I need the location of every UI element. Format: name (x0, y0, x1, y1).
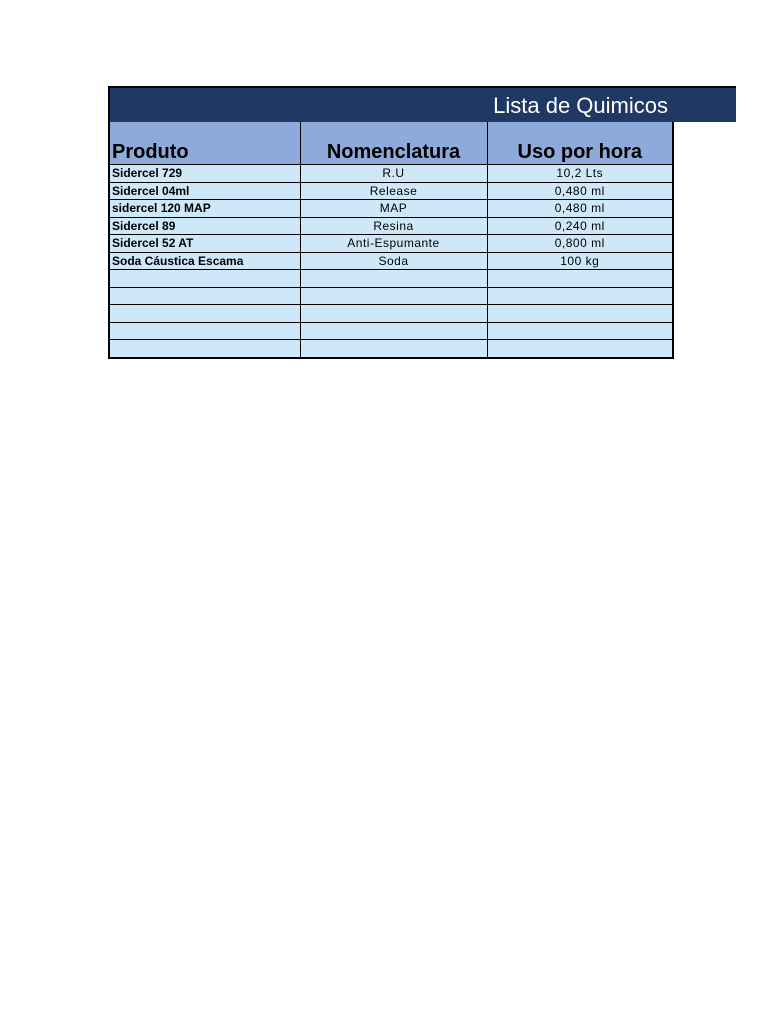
cell-uso-por-hora[interactable]: 0,240 ml (487, 217, 673, 235)
table-row (109, 235, 673, 253)
table-row (109, 322, 673, 340)
cell-nomenclatura[interactable] (300, 322, 487, 340)
cell-produto[interactable]: Sidercel 729 (109, 165, 300, 183)
header-row (109, 122, 673, 165)
cell-produto[interactable] (109, 305, 300, 323)
cell-uso-por-hora[interactable]: 10,2 Lts (487, 165, 673, 183)
cell-uso-por-hora[interactable]: 0,480 ml (487, 182, 673, 200)
cell-nomenclatura[interactable] (300, 340, 487, 358)
cell-uso-por-hora[interactable] (487, 305, 673, 323)
cell-uso-por-hora[interactable] (487, 270, 673, 288)
cell-uso-por-hora[interactable]: 0,800 ml (487, 235, 673, 253)
cell-produto[interactable]: Sidercel 52 AT (109, 235, 300, 253)
cell-uso-por-hora[interactable]: 100 kg (487, 252, 673, 270)
table-row (109, 217, 673, 235)
column-header-produto[interactable]: Produto (109, 122, 300, 165)
sheet-title: Lista de Quimicos (493, 93, 668, 118)
cell-nomenclatura[interactable]: Release (300, 182, 487, 200)
table-row (109, 182, 673, 200)
cell-produto[interactable]: Soda Cáustica Escama (109, 252, 300, 270)
cell-nomenclatura[interactable]: Soda (300, 252, 487, 270)
table-row (109, 252, 673, 270)
column-header-nomenclatura[interactable]: Nomenclatura (300, 122, 487, 165)
title-bar (108, 86, 736, 122)
cell-produto[interactable] (109, 270, 300, 288)
table-row (109, 200, 673, 218)
table-row (109, 340, 673, 358)
chemicals-table (108, 122, 674, 359)
table-body (109, 165, 673, 358)
cell-nomenclatura[interactable] (300, 287, 487, 305)
cell-nomenclatura[interactable]: MAP (300, 200, 487, 218)
cell-produto[interactable]: sidercel 120 MAP (109, 200, 300, 218)
cell-nomenclatura[interactable]: Resina (300, 217, 487, 235)
cell-uso-por-hora[interactable] (487, 322, 673, 340)
cell-produto[interactable] (109, 322, 300, 340)
cell-uso-por-hora[interactable]: 0,480 ml (487, 200, 673, 218)
table-row (109, 287, 673, 305)
cell-nomenclatura[interactable]: R.U (300, 165, 487, 183)
cell-produto[interactable]: Sidercel 89 (109, 217, 300, 235)
cell-uso-por-hora[interactable] (487, 340, 673, 358)
cell-nomenclatura[interactable] (300, 305, 487, 323)
table-row (109, 305, 673, 323)
cell-produto[interactable] (109, 340, 300, 358)
cell-uso-por-hora[interactable] (487, 287, 673, 305)
table-row (109, 165, 673, 183)
table-row (109, 270, 673, 288)
cell-nomenclatura[interactable]: Anti-Espumante (300, 235, 487, 253)
cell-produto[interactable] (109, 287, 300, 305)
cell-nomenclatura[interactable] (300, 270, 487, 288)
column-header-uso-por-hora[interactable]: Uso por hora (487, 122, 673, 165)
cell-produto[interactable]: Sidercel 04ml (109, 182, 300, 200)
